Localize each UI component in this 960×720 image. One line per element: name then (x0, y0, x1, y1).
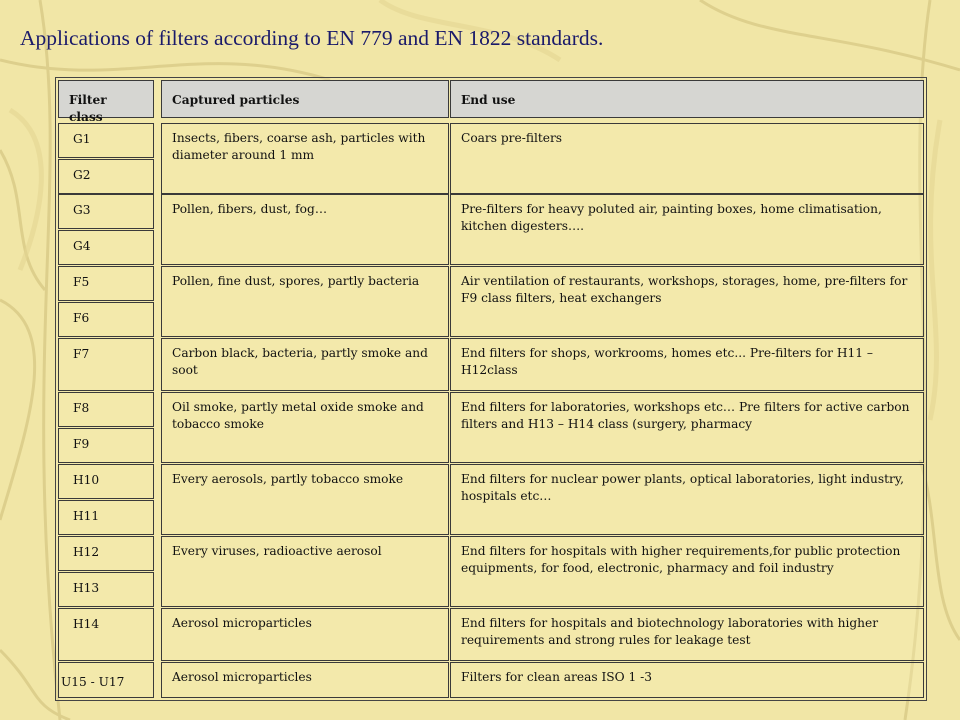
filter-class-cell: H12 (58, 536, 154, 571)
captured-particles-cell: Pollen, fibers, dust, fog… (161, 194, 449, 265)
captured-particles-cell: Carbon black, bacteria, partly smoke and soot (161, 338, 449, 391)
header-filter-class: Filter class (58, 80, 154, 118)
end-use-cell: Air ventilation of restaurants, workshops, storages, home, pre-filters for F9 class filters, heat exchangers (450, 266, 924, 337)
filter-class-cell: F7 (58, 338, 154, 391)
end-use-cell: End filters for laboratories, workshops etc… Pre filters for active carbon filters and H13 – H14 class (surgery, pharmacy (450, 392, 924, 463)
captured-particles-cell: Oil smoke, partly metal oxide smoke and tobacco smoke (161, 392, 449, 463)
captured-particles-cell: Aerosol microparticles (161, 608, 449, 661)
captured-particles-cell: Aerosol microparticles (161, 662, 449, 698)
filter-class-cell: H13 (58, 572, 154, 607)
header-end-use: End use (450, 80, 924, 118)
filter-class-cell: F5 (58, 266, 154, 301)
captured-particles-cell: Pollen, fine dust, spores, partly bacteria (161, 266, 449, 337)
end-use-cell: End filters for nuclear power plants, optical laboratories, light industry, hospitals etc… (450, 464, 924, 535)
end-use-cell: Filters for clean areas ISO 1 -3 (450, 662, 924, 698)
end-use-cell: End filters for hospitals and biotechnology laboratories with higher requirements and strong rules for leakage test (450, 608, 924, 661)
filter-class-cell: H10 (58, 464, 154, 499)
end-use-cell: End filters for shops, workrooms, homes etc... Pre-filters for H11 – H12class (450, 338, 924, 391)
captured-particles-cell: Insects, fibers, coarse ash, particles with diameter around 1 mm (161, 123, 449, 194)
filter-classes-table (55, 77, 927, 701)
filter-class-cell: G3 (58, 194, 154, 229)
captured-particles-cell: Every aerosols, partly tobacco smoke (161, 464, 449, 535)
filter-class-cell: G4 (58, 230, 154, 265)
filter-class-cell: G1 (58, 123, 154, 158)
filter-class-cell: F8 (58, 392, 154, 427)
filter-class-cell: U15 - U17 (58, 662, 154, 698)
filter-class-cell: H11 (58, 500, 154, 535)
captured-particles-cell: Every viruses, radioactive aerosol (161, 536, 449, 607)
filter-class-cell: F9 (58, 428, 154, 463)
filter-class-cell: F6 (58, 302, 154, 337)
filter-class-cell: H14 (58, 608, 154, 661)
end-use-cell: Pre-filters for heavy poluted air, painting boxes, home climatisation, kitchen digesters…. (450, 194, 924, 265)
page-title: Applications of filters according to EN 779 and EN 1822 standards. (20, 26, 604, 50)
filter-class-cell: G2 (58, 159, 154, 194)
end-use-cell: Coars pre-filters (450, 123, 924, 194)
header-captured-particles: Captured particles (161, 80, 449, 118)
end-use-cell: End filters for hospitals with higher requirements,for public protection equipments, for food, electronic, pharmacy and foil industry (450, 536, 924, 607)
